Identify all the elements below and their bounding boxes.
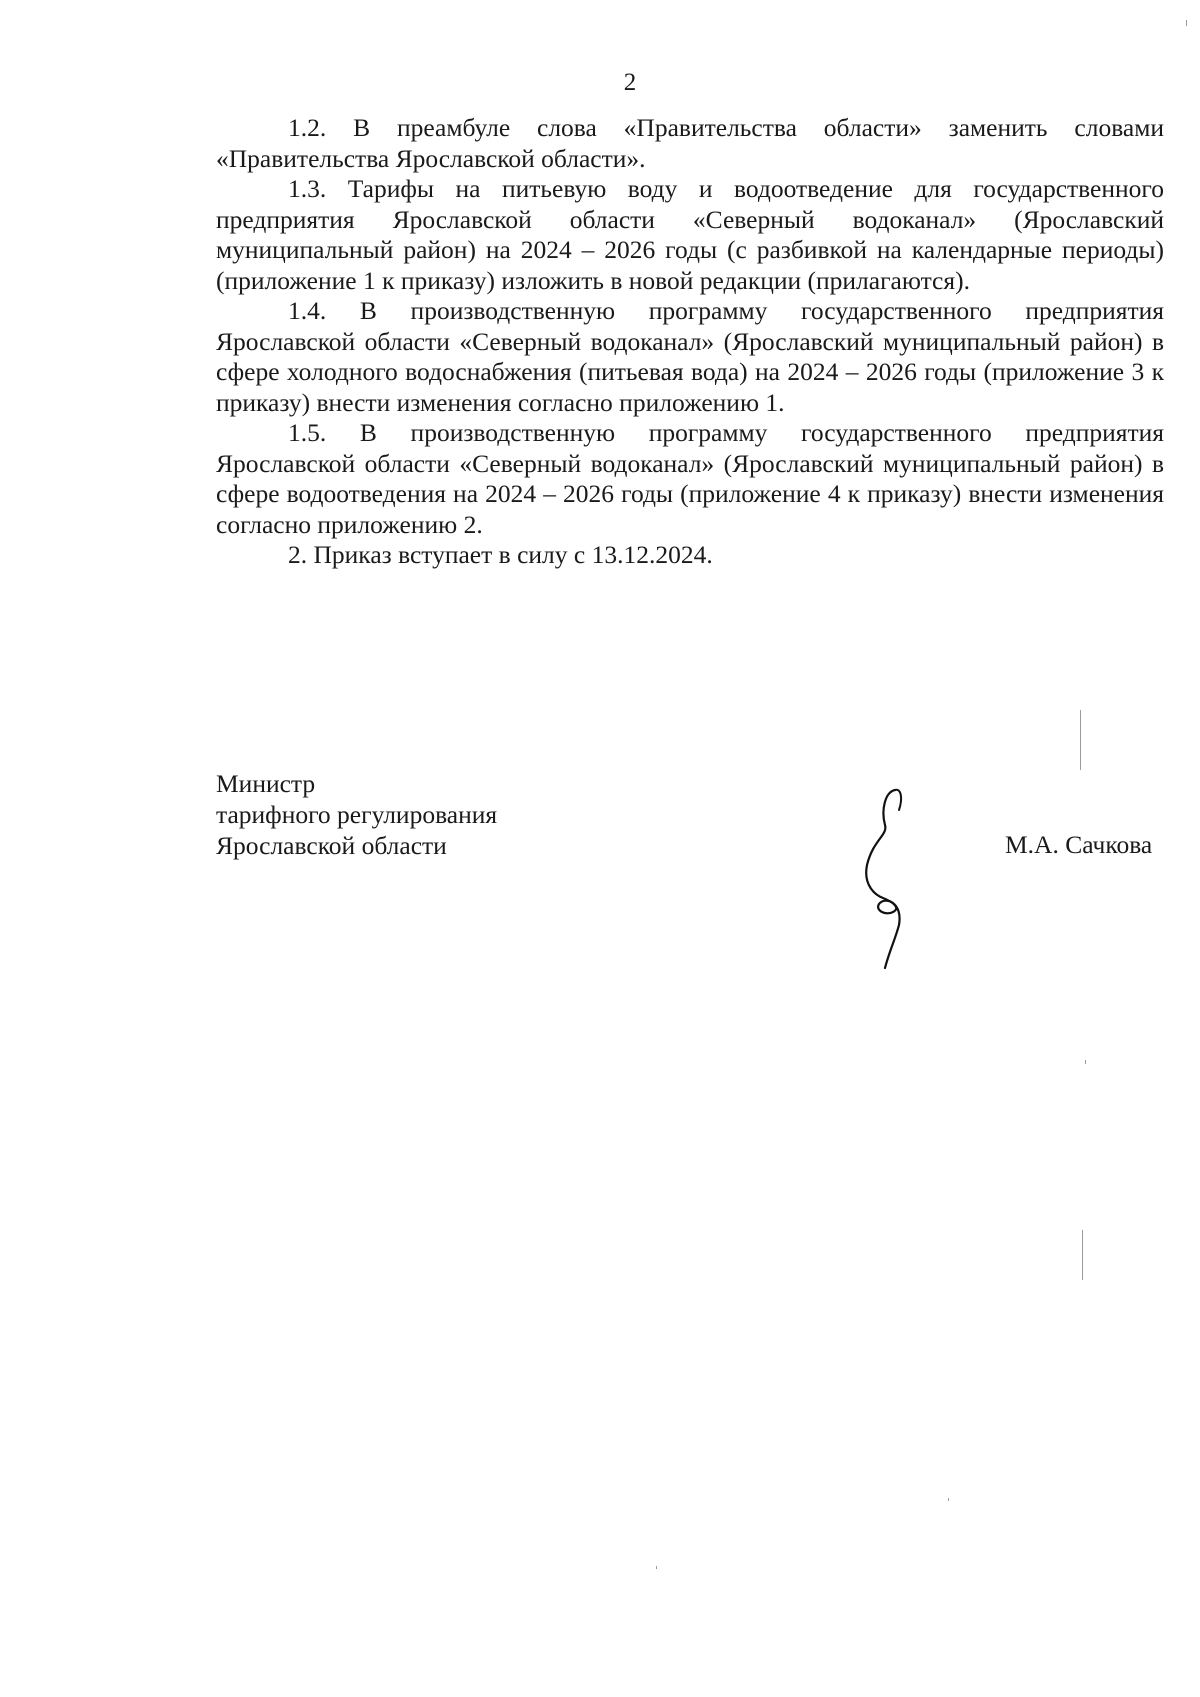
document-body xyxy=(216,113,1164,571)
paragraph-1-4: 1.4. В производственную программу государственного предприятия Ярославской области «Северный водоканал» (Ярославский муниципальный район) в сфере холодного водоснабжения (питьевая вода) на 2024 – 2026 годы (приложение 3 к приказу) внести изменения согласно приложению 1. xyxy=(216,296,1164,417)
page-number: 2 xyxy=(623,69,637,96)
scan-artifact xyxy=(1085,1060,1086,1064)
scan-artifact xyxy=(948,1498,949,1501)
scan-artifact xyxy=(1186,20,1187,26)
signatory-name: М.А. Сачкова xyxy=(1005,830,1153,859)
signatory-title-line: Министр xyxy=(216,769,316,798)
paragraph-1-2: 1.2. В преамбуле слова «Правительства области» заменить словами «Правительства Ярославской области». xyxy=(216,113,1164,173)
paragraph-2: 2. Приказ вступает в силу с 13.12.2024. xyxy=(288,540,713,569)
paragraph-1-3: 1.3. Тарифы на питьевую воду и водоотведение для государственного предприятия Ярославской области «Северный водоканал» (Ярославский муниципальный район) на 2024 – 2026 годы (с разбивкой на календарные периоды) (приложение 1 к приказу) изложить в новой редакции (прилагаются). xyxy=(216,174,1164,295)
handwritten-signature xyxy=(845,780,925,970)
signatory-title xyxy=(216,768,497,861)
scan-artifact xyxy=(1080,710,1081,770)
scan-artifact xyxy=(1082,1230,1083,1280)
paragraph-1-5: 1.5. В производственную программу государственного предприятия Ярославской области «Северный водоканал» (Ярославский муниципальный район) в сфере водоотведения на 2024 – 2026 годы (приложение 4 к приказу) внести изменения согласно приложению 2. xyxy=(216,418,1164,539)
scan-artifact xyxy=(656,1566,657,1569)
signatory-title-line: тарифного регулирования xyxy=(216,800,498,829)
signatory-title-line: Ярославской области xyxy=(216,831,447,860)
